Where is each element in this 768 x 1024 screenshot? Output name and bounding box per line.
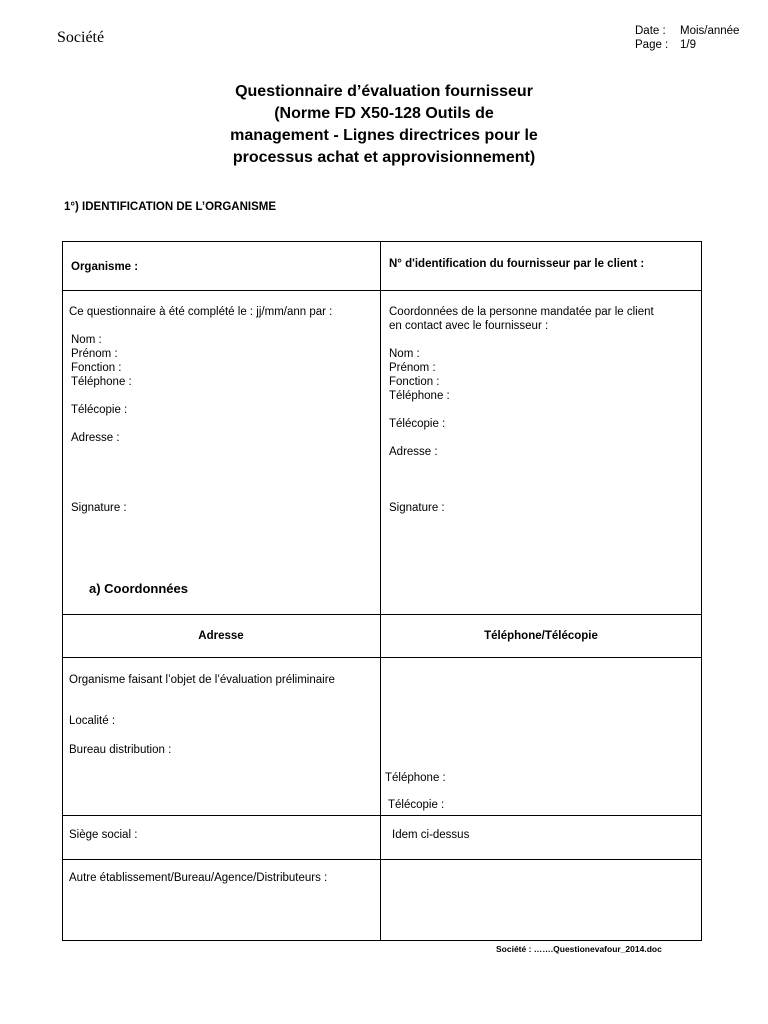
organisme-evaluation-label: Organisme faisant l’objet de l’évaluation préliminaire [69,674,335,686]
date-value: Mois/année [680,25,740,37]
left-prenom: Prénom : [71,348,118,360]
left-signature: Signature : [71,502,127,514]
table2-border-top [62,614,702,615]
column-header-telephone: Téléphone/Télécopie [484,630,598,642]
telecopie-label: Télécopie : [388,799,445,811]
table2-border-bottom [62,940,702,941]
right-telecopie: Télécopie : [389,418,446,430]
title-line-3: management - Lignes directrices pour le [230,127,538,144]
left-nom: Nom : [71,334,102,346]
table2-column-divider [380,614,381,941]
table2-border-right [701,614,702,941]
localite-label: Localité : [69,715,116,727]
title-line-4: processus achat et approvisionnement) [232,149,536,166]
right-signature: Signature : [389,502,445,514]
table-row-divider [62,290,702,291]
footer-filename: Société : …….Questionevafour_2014.doc [496,944,662,954]
title-line-1: Questionnaire d’évaluation fournisseur [235,83,533,100]
left-fonction: Fonction : [71,362,122,374]
table-border-top [62,241,702,242]
siege-social-label: Siège social : [69,829,138,841]
document-title [0,81,768,169]
table-column-divider [380,241,381,633]
completion-intro: Ce questionnaire à été complété le : jj/mm/ann par : [69,306,333,318]
table-border-left [62,241,63,633]
right-fonction: Fonction : [389,376,440,388]
bureau-distribution-label: Bureau distribution : [69,744,172,756]
right-nom: Nom : [389,348,420,360]
left-telecopie: Télécopie : [71,404,128,416]
coordonnees-heading: a) Coordonnées [89,581,188,596]
table2-border-left [62,614,63,941]
page-number: 1/9 [680,39,696,51]
table-border-right [701,241,702,633]
right-adresse: Adresse : [389,446,438,458]
organisme-label: Organisme : [71,261,139,273]
page-label: Page : [635,39,669,51]
title-line-2: (Norme FD X50-128 Outils de [274,105,494,122]
autre-etablissement-label: Autre établissement/Bureau/Agence/Distributeurs : [69,872,328,884]
table2-header-divider [62,657,702,658]
idem-ci-dessus: Idem ci-dessus [392,829,470,841]
table2-row-divider-1 [62,815,702,816]
left-telephone: Téléphone : [71,376,132,388]
date-label: Date : [635,25,666,37]
company-name: Société [57,29,105,46]
table2-row-divider-2 [62,859,702,860]
column-header-adresse: Adresse [198,630,244,642]
right-intro-line-1: Coordonnées de la personne mandatée par le client [389,306,654,318]
right-intro-line-2: en contact avec le fournisseur : [389,320,549,332]
right-prenom: Prénom : [389,362,436,374]
telephone-label: Téléphone : [385,772,446,784]
right-telephone: Téléphone : [389,390,450,402]
supplier-id-label: N° d'identification du fournisseur par le client : [389,258,645,270]
left-adresse: Adresse : [71,432,120,444]
section-heading-identification: 1°) IDENTIFICATION DE L’ORGANISME [64,201,277,213]
